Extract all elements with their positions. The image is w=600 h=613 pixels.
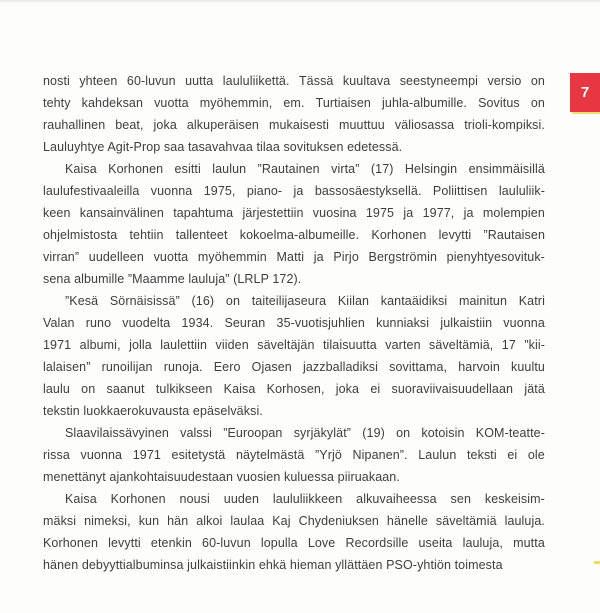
page-number: 7	[580, 84, 590, 101]
text-line: ohjelmistosta tehtiin tallenteet kokoelma-albumeille. Korhonen levytti ”Rautaisen	[43, 228, 545, 242]
paragraph	[43, 422, 545, 488]
text-line: keen kansainvälinen tapahtuma järjestettiin vuosina 1975 ja 1977, ja molempien	[43, 206, 545, 220]
text-line: tekstin luokkaerokuvausta epäselväksi.	[43, 404, 263, 418]
text-line: rauhallinen beat, joka alkuperäisen mukaisesti muuttuu väliosassa trioli-kompiksi.	[43, 118, 545, 132]
page-number-badge	[570, 73, 600, 112]
text-line: 1971 albumi, jolla laulettiin viiden säveltäjän tilaisuutta varten säveltämiä, 17 ”kii-	[43, 338, 545, 352]
text-line: mäksi nimeksi, kun hän alkoi laulaa Kaj Chydeniuksen hänelle säveltämiä lauluja.	[43, 514, 545, 528]
text-line: menettänyt ajankohtaisuudestaan vuosien kuluessa piiruakaan.	[43, 470, 400, 484]
text-line: Slaavilaissävyinen valssi ”Euroopan syrjäkylät” (19) on kotoisin KOM-teatte-	[65, 426, 545, 440]
text-line: Lauluyhtye Agit-Prop saa tasavahvaa tilaa sovituksen edetessä.	[43, 140, 403, 154]
text-line: ”Kesä Sörnäisissä” (16) on taiteilijaseura Kiilan kantaäidiksi mainitun Katri	[65, 294, 545, 308]
paragraph	[43, 290, 545, 422]
text-line: Kaisa Korhonen esitti laulun ”Rautainen virta” (17) Helsingin ensimmäisillä	[65, 162, 545, 176]
text-line: virran” uudelleen vuotta myöhemmin Matti ja Pirjo Bergströmin pienyhtyesovituk-	[43, 250, 545, 264]
text-line: laulu on saanut tulkikseen Kaisa Korhosen, joka ei suoraviivaisuudellaan jätä	[43, 382, 545, 396]
text-line: hänen debyyttialbuminsa julkaistiinkin ehkä hieman yllättäen PSO-yhtiön toimesta	[43, 558, 503, 572]
text-line: lalaisen” runoilijan runoja. Eero Ojasen jazzballadiksi sovittama, harvoin kuultu	[43, 360, 545, 374]
text-line: nosti yhteen 60-luvun uutta laululiikettä. Tässä kuultava seestyneempi versio on	[43, 74, 545, 88]
text-line: tehty kahdeksan vuotta myöhemmin, em. Turtiaisen juhla-albumille. Sovitus on	[43, 96, 545, 110]
text-line: laulufestivaaleilla vuonna 1975, piano- ja bassosäestyksellä. Poliittisen laululiik-	[43, 184, 545, 198]
text-line: rissa vuonna 1971 esitetystä näytelmästä ”Yrjö Nipanen”. Laulun teksti ei ole	[43, 448, 545, 462]
scan-artifact-yellow	[594, 561, 600, 564]
badge-yellow-fringe	[572, 112, 600, 114]
paragraph	[43, 70, 545, 158]
text-line: Valan runo vuodelta 1934. Seuran 35-vuotisjuhlien kunniaksi julkaistiin vuonna	[43, 316, 545, 330]
text-line: sena albumille ”Maamme lauluja” (LRLP 172).	[43, 272, 302, 286]
paragraph	[43, 488, 545, 576]
body-text	[43, 70, 545, 576]
scan-edge-top	[0, 0, 600, 3]
text-line: Korhonen levytti etenkin 60-luvun lopulla Love Recordsille useita lauluja, mutta	[43, 536, 545, 550]
paragraph	[43, 158, 545, 290]
text-line: Kaisa Korhonen nousi uuden laululiikkeen alkuvaiheessa sen keskeisim-	[65, 492, 545, 506]
